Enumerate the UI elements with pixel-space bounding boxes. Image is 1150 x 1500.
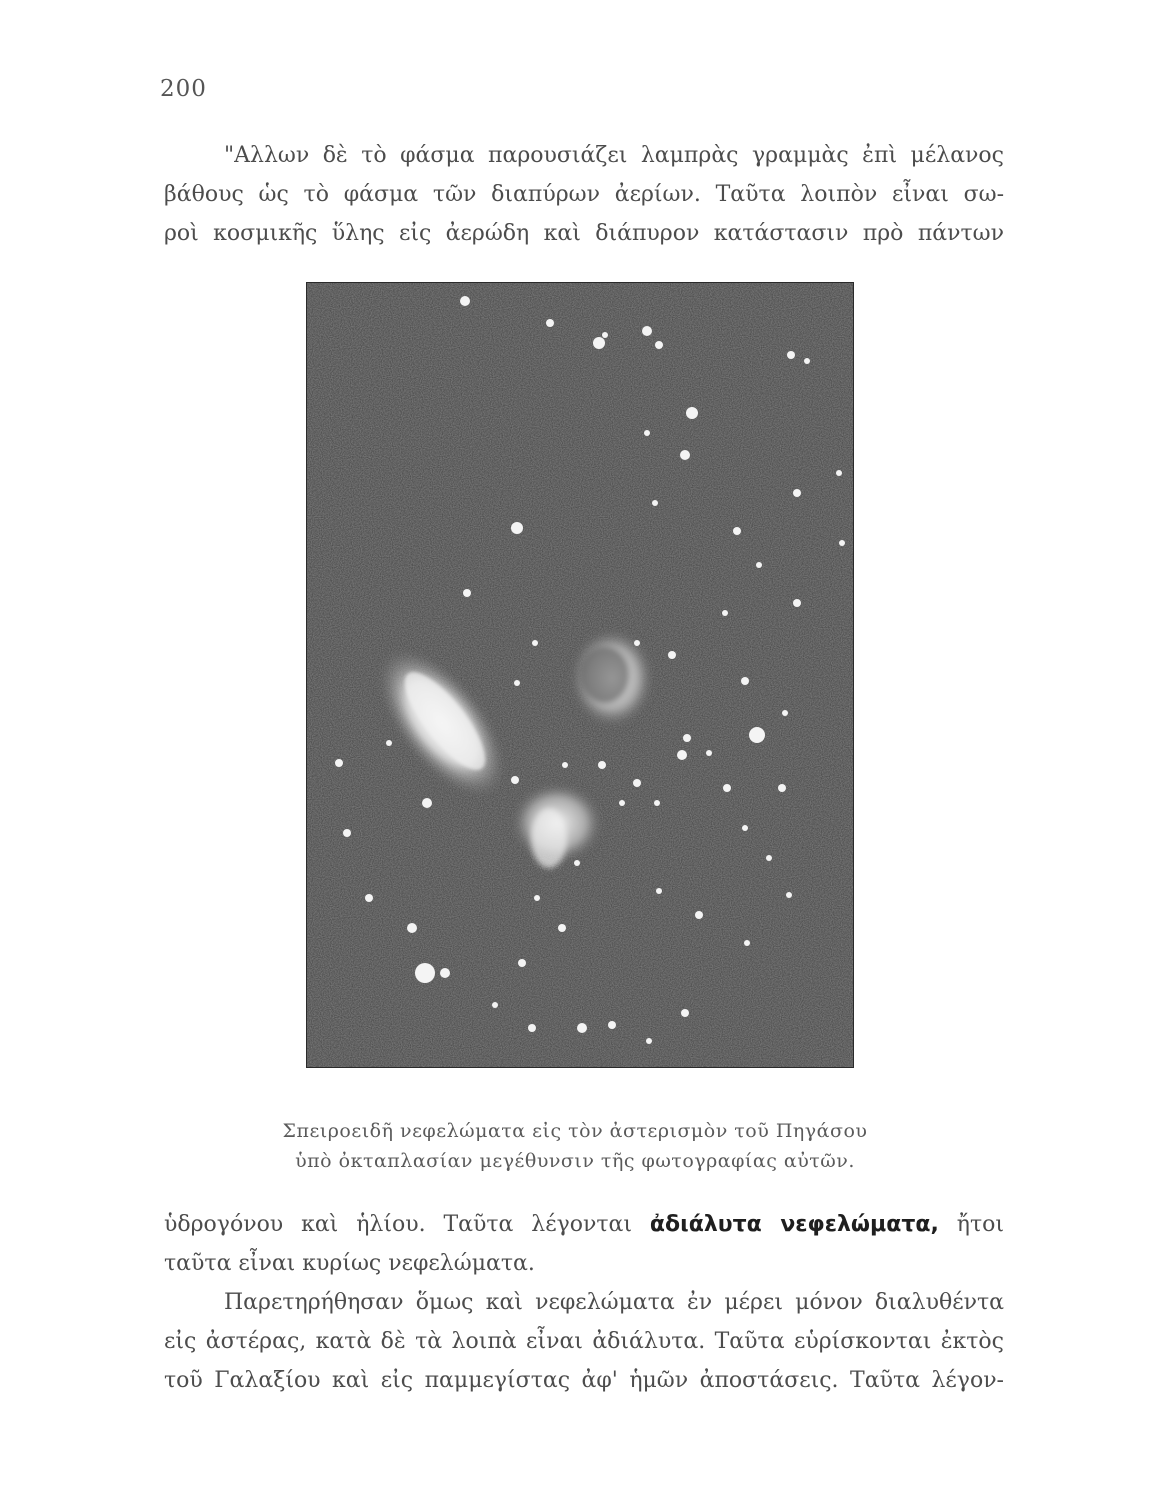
text-line: "Αλλων δὲ τὸ φάσμα παρουσιάζει λαμπρὰς γραμμὰς ἐπὶ μέλανος xyxy=(224,143,1004,168)
star xyxy=(786,892,792,898)
star xyxy=(683,734,691,742)
star xyxy=(646,1038,652,1044)
star xyxy=(733,527,741,535)
star xyxy=(723,784,731,792)
star xyxy=(415,963,435,983)
star xyxy=(793,599,801,607)
star xyxy=(532,640,538,646)
star xyxy=(695,911,703,919)
star xyxy=(766,855,772,861)
star xyxy=(642,326,652,336)
text-run: ὑδρογόνου καὶ ἡλίου. Ταῦτα λέγονται xyxy=(164,1212,650,1237)
text-line: ταῦτα εἶναι κυρίως νεφελώματα. xyxy=(164,1251,535,1276)
text-line: Παρετηρήθησαν ὅμως καὶ νεφελώματα ἐν μέρει μόνον διαλυθέντα xyxy=(224,1290,1004,1315)
star xyxy=(422,798,432,808)
star xyxy=(633,779,641,787)
star xyxy=(577,1023,587,1033)
caption-line: ὑπὸ ὀκταπλασίαν μεγέθυνσιν τῆς φωτογραφίας αὐτῶν. xyxy=(295,1150,855,1172)
star xyxy=(681,1009,689,1017)
nebula-upper xyxy=(568,626,656,730)
star xyxy=(655,341,663,349)
text-run: ἤτοι xyxy=(938,1212,1004,1237)
star xyxy=(804,358,810,364)
star xyxy=(686,407,698,419)
star xyxy=(492,1002,498,1008)
star xyxy=(836,470,842,476)
star xyxy=(534,895,540,901)
nebula-photograph xyxy=(306,282,854,1068)
star xyxy=(407,923,417,933)
star xyxy=(742,825,748,831)
star xyxy=(677,750,687,760)
star xyxy=(558,924,566,932)
text-line: τοῦ Γαλαξίου καὶ εἰς παμμεγίστας ἀφ' ἡμῶν ἀποστάσεις. Ταῦτα λέγον- xyxy=(164,1368,1004,1393)
star xyxy=(778,784,786,792)
star xyxy=(574,860,580,866)
star xyxy=(652,500,658,506)
caption-line: Σπειροειδῆ νεφελώματα εἰς τὸν ἀστερισμὸν τοῦ Πηγάσου xyxy=(282,1120,868,1142)
page-number: 200 xyxy=(160,76,207,102)
star xyxy=(440,968,450,978)
star xyxy=(598,761,606,769)
star xyxy=(787,351,795,359)
star xyxy=(744,940,750,946)
star xyxy=(562,762,568,768)
star xyxy=(706,750,712,756)
bold-term: ἀδιάλυτα νεφελώματα, xyxy=(649,1212,939,1237)
paragraph-top xyxy=(164,136,1004,253)
figure-caption xyxy=(170,1116,980,1176)
star xyxy=(460,296,470,306)
star xyxy=(756,562,762,568)
star xyxy=(514,680,520,686)
star xyxy=(656,888,662,894)
star xyxy=(528,1024,536,1032)
star xyxy=(546,319,554,327)
star xyxy=(386,740,392,746)
star xyxy=(839,540,845,546)
star xyxy=(593,337,605,349)
text-line: βάθους ὡς τὸ φάσμα τῶν διαπύρων ἀερίων. Ταῦτα λοιπὸν εἶναι σω- xyxy=(164,182,1004,207)
star xyxy=(741,677,749,685)
paragraph-middle xyxy=(164,1205,1004,1283)
star xyxy=(343,829,351,837)
paragraph-bottom xyxy=(164,1283,1004,1400)
star xyxy=(634,640,640,646)
star xyxy=(335,759,343,767)
star xyxy=(463,589,471,597)
star xyxy=(619,800,625,806)
text-line xyxy=(164,1205,1004,1244)
star xyxy=(518,959,526,967)
star xyxy=(511,776,519,784)
star xyxy=(782,710,788,716)
star xyxy=(654,800,660,806)
star xyxy=(793,489,801,497)
text-line: εἰς ἀστέρας, κατὰ δὲ τὰ λοιπὰ εἶναι ἀδιάλυτα. Ταῦτα εὑρίσκονται ἐκτὸς xyxy=(164,1329,1004,1354)
star xyxy=(608,1021,616,1029)
star xyxy=(680,450,690,460)
star xyxy=(365,894,373,902)
star xyxy=(644,430,650,436)
star xyxy=(722,610,728,616)
star xyxy=(511,522,523,534)
text-line: ροὶ κοσμικῆς ὕλης εἰς ἀερώδη καὶ διάπυρον κατάστασιν πρὸ πάντων xyxy=(164,221,1004,246)
star xyxy=(668,651,676,659)
star xyxy=(749,727,765,743)
star xyxy=(602,332,608,338)
